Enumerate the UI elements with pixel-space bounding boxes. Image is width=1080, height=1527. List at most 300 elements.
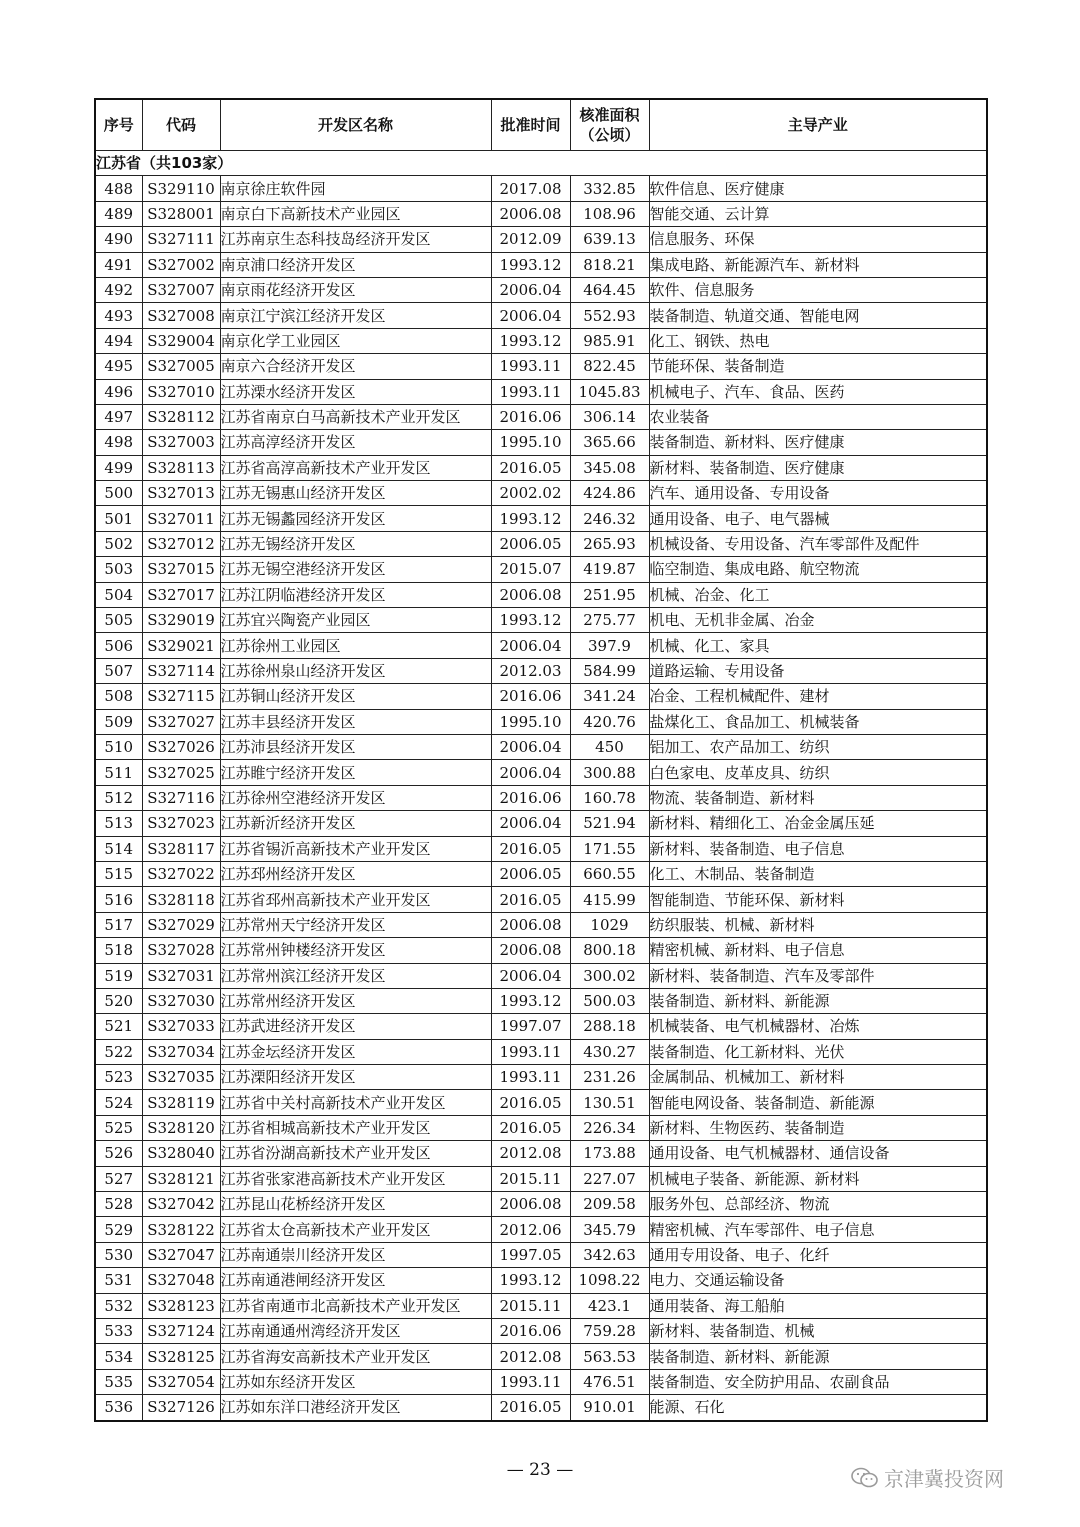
row-industry: 化工、木制品、装备制造 [649, 861, 987, 886]
table-row [95, 1217, 987, 1242]
header-approved-area-label: 核准面积（公顷） [579, 106, 640, 144]
row-approval-date: 2006.04 [491, 277, 570, 302]
row-approval-date: 2017.08 [491, 176, 570, 201]
table-header-row [95, 99, 987, 151]
row-approval-date: 1993.11 [491, 1369, 570, 1394]
row-code: S328112 [142, 404, 220, 429]
row-industry: 机械电子、汽车、食品、医药 [649, 379, 987, 404]
row-area: 300.88 [570, 760, 649, 785]
row-serial: 533 [95, 1318, 142, 1343]
row-industry: 智能制造、节能环保、新材料 [649, 887, 987, 912]
row-zone-name: 江苏如东经济开发区 [220, 1369, 491, 1394]
row-code: S327027 [142, 709, 220, 734]
row-industry: 新材料、装备制造、电子信息 [649, 836, 987, 861]
table-row [95, 252, 987, 277]
row-industry: 通用设备、电子、电气器械 [649, 506, 987, 531]
table-row [95, 963, 987, 988]
row-code: S328040 [142, 1141, 220, 1166]
watermark-text: 京津冀投资网 [884, 1467, 1004, 1491]
row-industry: 白色家电、皮革皮具、纺织 [649, 760, 987, 785]
row-code: S327115 [142, 684, 220, 709]
row-area: 500.03 [570, 988, 649, 1013]
row-zone-name: 江苏溧阳经济开发区 [220, 1065, 491, 1090]
row-area: 1045.83 [570, 379, 649, 404]
row-approval-date: 2006.04 [491, 811, 570, 836]
row-serial: 519 [95, 963, 142, 988]
row-industry: 通用设备、电气机械器材、通信设备 [649, 1141, 987, 1166]
table-row [95, 582, 987, 607]
table-row [95, 1166, 987, 1191]
row-industry: 冶金、工程机械配件、建材 [649, 684, 987, 709]
table-row [95, 658, 987, 683]
row-code: S327030 [142, 988, 220, 1013]
row-industry: 信息服务、环保 [649, 227, 987, 252]
row-industry: 机械设备、专用设备、汽车零部件及配件 [649, 531, 987, 556]
row-serial: 513 [95, 811, 142, 836]
row-area: 300.02 [570, 963, 649, 988]
row-serial: 525 [95, 1115, 142, 1140]
row-approval-date: 2006.05 [491, 531, 570, 556]
row-industry: 节能环保、装备制造 [649, 354, 987, 379]
row-industry: 新材料、生物医药、装备制造 [649, 1115, 987, 1140]
row-zone-name: 江苏丰县经济开发区 [220, 709, 491, 734]
row-serial: 514 [95, 836, 142, 861]
row-zone-name: 江苏省中关村高新技术产业开发区 [220, 1090, 491, 1115]
row-area: 822.45 [570, 354, 649, 379]
row-approval-date: 2012.08 [491, 1141, 570, 1166]
row-zone-name: 江苏常州滨江经济开发区 [220, 963, 491, 988]
row-area: 552.93 [570, 303, 649, 328]
table-row [95, 531, 987, 556]
row-area: 345.79 [570, 1217, 649, 1242]
row-code: S328122 [142, 1217, 220, 1242]
row-zone-name: 江苏南京生态科技岛经济开发区 [220, 227, 491, 252]
row-serial: 491 [95, 252, 142, 277]
row-code: S328120 [142, 1115, 220, 1140]
row-serial: 527 [95, 1166, 142, 1191]
row-industry: 纺织服装、机械、新材料 [649, 912, 987, 937]
table-row [95, 1318, 987, 1343]
row-approval-date: 2016.06 [491, 404, 570, 429]
row-code: S327026 [142, 734, 220, 759]
table-row [95, 785, 987, 810]
row-approval-date: 1995.10 [491, 709, 570, 734]
row-code: S327047 [142, 1242, 220, 1267]
row-approval-date: 1997.05 [491, 1242, 570, 1267]
table-row [95, 354, 987, 379]
table-row [95, 1014, 987, 1039]
row-area: 759.28 [570, 1318, 649, 1343]
row-industry: 装备制造、新材料、新能源 [649, 1344, 987, 1369]
row-zone-name: 江苏省高淳高新技术产业开发区 [220, 455, 491, 480]
row-serial: 529 [95, 1217, 142, 1242]
row-zone-name: 江苏如东洋口港经济开发区 [220, 1395, 491, 1421]
row-serial: 499 [95, 455, 142, 480]
row-serial: 488 [95, 176, 142, 201]
row-zone-name: 江苏徐州空港经济开发区 [220, 785, 491, 810]
table-row [95, 633, 987, 658]
row-zone-name: 江苏南通崇川经济开发区 [220, 1242, 491, 1267]
row-area: 639.13 [570, 227, 649, 252]
table-row [95, 938, 987, 963]
row-area: 288.18 [570, 1014, 649, 1039]
row-zone-name: 南京江宁滨江经济开发区 [220, 303, 491, 328]
row-zone-name: 江苏省张家港高新技术产业开发区 [220, 1166, 491, 1191]
row-zone-name: 江苏省南通市北高新技术产业开发区 [220, 1293, 491, 1318]
row-area: 130.51 [570, 1090, 649, 1115]
row-area: 306.14 [570, 404, 649, 429]
table-row [95, 430, 987, 455]
table-row [95, 379, 987, 404]
row-code: S327042 [142, 1192, 220, 1217]
row-zone-name: 南京白下高新技术产业园区 [220, 201, 491, 226]
row-approval-date: 1993.11 [491, 354, 570, 379]
row-approval-date: 2002.02 [491, 481, 570, 506]
table-row [95, 481, 987, 506]
table-row [95, 1395, 987, 1421]
row-approval-date: 1993.11 [491, 379, 570, 404]
row-zone-name: 江苏省邳州高新技术产业开发区 [220, 887, 491, 912]
row-zone-name: 江苏昆山花桥经济开发区 [220, 1192, 491, 1217]
row-area: 209.58 [570, 1192, 649, 1217]
row-code: S327029 [142, 912, 220, 937]
row-approval-date: 1997.07 [491, 1014, 570, 1039]
row-industry: 智能电网设备、装备制造、新能源 [649, 1090, 987, 1115]
row-industry: 盐煤化工、食品加工、机械装备 [649, 709, 987, 734]
header-leading-industry: 主导产业 [649, 99, 987, 151]
row-approval-date: 2006.04 [491, 633, 570, 658]
row-zone-name: 南京徐庄软件园 [220, 176, 491, 201]
row-approval-date: 2015.11 [491, 1166, 570, 1191]
row-code: S328118 [142, 887, 220, 912]
row-approval-date: 2006.08 [491, 938, 570, 963]
row-code: S327008 [142, 303, 220, 328]
row-serial: 493 [95, 303, 142, 328]
row-zone-name: 江苏省太仓高新技术产业开发区 [220, 1217, 491, 1242]
row-code: S327054 [142, 1369, 220, 1394]
row-approval-date: 2006.08 [491, 1192, 570, 1217]
table-row [95, 176, 987, 201]
row-industry: 装备制造、新材料、医疗健康 [649, 430, 987, 455]
row-zone-name: 江苏武进经济开发区 [220, 1014, 491, 1039]
row-approval-date: 2012.03 [491, 658, 570, 683]
row-industry: 金属制品、机械加工、新材料 [649, 1065, 987, 1090]
table-row [95, 404, 987, 429]
row-industry: 道路运输、专用设备 [649, 658, 987, 683]
row-area: 476.51 [570, 1369, 649, 1394]
table-row [95, 1065, 987, 1090]
row-serial: 531 [95, 1268, 142, 1293]
row-serial: 505 [95, 608, 142, 633]
row-serial: 508 [95, 684, 142, 709]
table-row [95, 1369, 987, 1394]
row-area: 450 [570, 734, 649, 759]
row-code: S327126 [142, 1395, 220, 1421]
row-code: S327010 [142, 379, 220, 404]
row-zone-name: 江苏省海安高新技术产业开发区 [220, 1344, 491, 1369]
row-area: 227.07 [570, 1166, 649, 1191]
row-approval-date: 2016.05 [491, 1115, 570, 1140]
row-code: S327002 [142, 252, 220, 277]
row-zone-name: 江苏无锡蠡园经济开发区 [220, 506, 491, 531]
row-approval-date: 1993.12 [491, 608, 570, 633]
row-area: 160.78 [570, 785, 649, 810]
page-number: — 23 — [506, 1460, 574, 1480]
row-serial: 515 [95, 861, 142, 886]
row-serial: 532 [95, 1293, 142, 1318]
row-industry: 精密机械、汽车零部件、电子信息 [649, 1217, 987, 1242]
table-row [95, 1115, 987, 1140]
row-zone-name: 江苏南通港闸经济开发区 [220, 1268, 491, 1293]
row-serial: 496 [95, 379, 142, 404]
row-approval-date: 2016.05 [491, 887, 570, 912]
row-area: 342.63 [570, 1242, 649, 1267]
row-zone-name: 江苏常州钟楼经济开发区 [220, 938, 491, 963]
row-code: S327015 [142, 557, 220, 582]
row-code: S327022 [142, 861, 220, 886]
row-zone-name: 江苏南通通州湾经济开发区 [220, 1318, 491, 1343]
row-industry: 农业装备 [649, 404, 987, 429]
row-approval-date: 2016.06 [491, 684, 570, 709]
row-serial: 520 [95, 988, 142, 1013]
table-row [95, 709, 987, 734]
table-row [95, 988, 987, 1013]
row-code: S327028 [142, 938, 220, 963]
row-zone-name: 江苏徐州工业园区 [220, 633, 491, 658]
row-industry: 物流、装备制造、新材料 [649, 785, 987, 810]
row-zone-name: 江苏高淳经济开发区 [220, 430, 491, 455]
section-label: 江苏省（共103家） [95, 151, 987, 176]
row-zone-name: 江苏邳州经济开发区 [220, 861, 491, 886]
row-zone-name: 江苏无锡空港经济开发区 [220, 557, 491, 582]
row-serial: 509 [95, 709, 142, 734]
row-serial: 510 [95, 734, 142, 759]
row-industry: 机械、冶金、化工 [649, 582, 987, 607]
row-area: 341.24 [570, 684, 649, 709]
row-zone-name: 江苏江阴临港经济开发区 [220, 582, 491, 607]
row-code: S327012 [142, 531, 220, 556]
row-approval-date: 1995.10 [491, 430, 570, 455]
row-zone-name: 南京化学工业园区 [220, 328, 491, 353]
row-zone-name: 江苏金坛经济开发区 [220, 1039, 491, 1064]
row-code: S327035 [142, 1065, 220, 1090]
row-area: 231.26 [570, 1065, 649, 1090]
row-approval-date: 2016.05 [491, 836, 570, 861]
row-code: S328123 [142, 1293, 220, 1318]
row-area: 251.95 [570, 582, 649, 607]
row-area: 1098.22 [570, 1268, 649, 1293]
row-area: 423.1 [570, 1293, 649, 1318]
row-zone-name: 江苏常州天宁经济开发区 [220, 912, 491, 937]
row-approval-date: 1993.11 [491, 1039, 570, 1064]
table-row [95, 201, 987, 226]
row-serial: 524 [95, 1090, 142, 1115]
row-code: S327114 [142, 658, 220, 683]
row-serial: 503 [95, 557, 142, 582]
row-area: 173.88 [570, 1141, 649, 1166]
row-zone-name: 江苏沛县经济开发区 [220, 734, 491, 759]
row-area: 584.99 [570, 658, 649, 683]
row-approval-date: 1993.12 [491, 1268, 570, 1293]
row-code: S327013 [142, 481, 220, 506]
row-serial: 534 [95, 1344, 142, 1369]
row-serial: 498 [95, 430, 142, 455]
table-row [95, 734, 987, 759]
row-zone-name: 江苏无锡惠山经济开发区 [220, 481, 491, 506]
row-approval-date: 2016.06 [491, 785, 570, 810]
row-industry: 铝加工、农产品加工、纺织 [649, 734, 987, 759]
row-area: 660.55 [570, 861, 649, 886]
row-industry: 临空制造、集成电路、航空物流 [649, 557, 987, 582]
row-code: S327005 [142, 354, 220, 379]
row-zone-name: 江苏常州经济开发区 [220, 988, 491, 1013]
table-row [95, 455, 987, 480]
table-row [95, 328, 987, 353]
row-industry: 软件、信息服务 [649, 277, 987, 302]
row-zone-name: 江苏新沂经济开发区 [220, 811, 491, 836]
row-industry: 集成电路、新能源汽车、新材料 [649, 252, 987, 277]
row-zone-name: 江苏徐州泉山经济开发区 [220, 658, 491, 683]
row-area: 563.53 [570, 1344, 649, 1369]
row-area: 345.08 [570, 455, 649, 480]
row-area: 420.76 [570, 709, 649, 734]
row-code: S327003 [142, 430, 220, 455]
row-code: S327025 [142, 760, 220, 785]
row-approval-date: 2012.09 [491, 227, 570, 252]
row-area: 910.01 [570, 1395, 649, 1421]
row-serial: 506 [95, 633, 142, 658]
row-area: 415.99 [570, 887, 649, 912]
row-serial: 517 [95, 912, 142, 937]
row-approval-date: 2016.06 [491, 1318, 570, 1343]
row-industry: 化工、钢铁、热电 [649, 328, 987, 353]
row-approval-date: 2006.04 [491, 963, 570, 988]
row-industry: 通用专用设备、电子、化纤 [649, 1242, 987, 1267]
table-row [95, 811, 987, 836]
table-row [95, 1268, 987, 1293]
table-row [95, 861, 987, 886]
row-area: 246.32 [570, 506, 649, 531]
row-serial: 518 [95, 938, 142, 963]
row-serial: 516 [95, 887, 142, 912]
row-approval-date: 2006.04 [491, 303, 570, 328]
table-row [95, 608, 987, 633]
row-serial: 507 [95, 658, 142, 683]
row-approval-date: 1993.11 [491, 1065, 570, 1090]
row-code: S327031 [142, 963, 220, 988]
row-area: 108.96 [570, 201, 649, 226]
row-zone-name: 江苏无锡经济开发区 [220, 531, 491, 556]
row-area: 365.66 [570, 430, 649, 455]
row-code: S329021 [142, 633, 220, 658]
row-code: S327124 [142, 1318, 220, 1343]
row-serial: 504 [95, 582, 142, 607]
table-row [95, 303, 987, 328]
row-serial: 501 [95, 506, 142, 531]
row-area: 818.21 [570, 252, 649, 277]
row-zone-name: 江苏省南京白马高新技术产业开发区 [220, 404, 491, 429]
row-area: 430.27 [570, 1039, 649, 1064]
row-approval-date: 2016.05 [491, 455, 570, 480]
row-serial: 500 [95, 481, 142, 506]
row-industry: 能源、石化 [649, 1395, 987, 1421]
row-serial: 497 [95, 404, 142, 429]
row-industry: 装备制造、轨道交通、智能电网 [649, 303, 987, 328]
row-serial: 502 [95, 531, 142, 556]
row-code: S327111 [142, 227, 220, 252]
row-code: S328125 [142, 1344, 220, 1369]
row-area: 800.18 [570, 938, 649, 963]
row-area: 171.55 [570, 836, 649, 861]
row-industry: 新材料、装备制造、汽车及零部件 [649, 963, 987, 988]
row-industry: 机电、无机非金属、冶金 [649, 608, 987, 633]
row-area: 332.85 [570, 176, 649, 201]
row-industry: 机械、化工、家具 [649, 633, 987, 658]
row-code: S327116 [142, 785, 220, 810]
row-code: S328121 [142, 1166, 220, 1191]
row-serial: 511 [95, 760, 142, 785]
table-row [95, 887, 987, 912]
row-industry: 服务外包、总部经济、物流 [649, 1192, 987, 1217]
table-row [95, 1090, 987, 1115]
row-industry: 电力、交通运输设备 [649, 1268, 987, 1293]
table-row [95, 1039, 987, 1064]
row-approval-date: 2012.06 [491, 1217, 570, 1242]
row-serial: 522 [95, 1039, 142, 1064]
row-serial: 495 [95, 354, 142, 379]
table-row [95, 227, 987, 252]
row-code: S327033 [142, 1014, 220, 1039]
row-approval-date: 2006.08 [491, 582, 570, 607]
row-industry: 智能交通、云计算 [649, 201, 987, 226]
row-area: 397.9 [570, 633, 649, 658]
row-zone-name: 江苏溧水经济开发区 [220, 379, 491, 404]
row-area: 1029 [570, 912, 649, 937]
row-serial: 494 [95, 328, 142, 353]
row-zone-name: 江苏睢宁经济开发区 [220, 760, 491, 785]
row-serial: 523 [95, 1065, 142, 1090]
watermark [850, 1463, 1004, 1492]
row-approval-date: 1993.12 [491, 506, 570, 531]
row-approval-date: 1993.12 [491, 252, 570, 277]
row-industry: 机械装备、电气机械器材、冶炼 [649, 1014, 987, 1039]
row-area: 521.94 [570, 811, 649, 836]
table-row [95, 506, 987, 531]
row-approval-date: 2006.04 [491, 760, 570, 785]
table-row [95, 684, 987, 709]
row-approval-date: 2006.08 [491, 912, 570, 937]
row-industry: 机械电子装备、新能源、新材料 [649, 1166, 987, 1191]
development-zone-table [94, 98, 988, 1422]
row-serial: 492 [95, 277, 142, 302]
table-row [95, 1293, 987, 1318]
row-approval-date: 1993.12 [491, 328, 570, 353]
row-serial: 526 [95, 1141, 142, 1166]
row-industry: 装备制造、安全防护用品、农副食品 [649, 1369, 987, 1394]
row-zone-name: 江苏铜山经济开发区 [220, 684, 491, 709]
table-row [95, 277, 987, 302]
row-area: 985.91 [570, 328, 649, 353]
row-serial: 521 [95, 1014, 142, 1039]
row-area: 275.77 [570, 608, 649, 633]
row-approval-date: 2006.08 [491, 201, 570, 226]
header-zone-name: 开发区名称 [220, 99, 491, 151]
table-row [95, 1141, 987, 1166]
row-industry: 软件信息、医疗健康 [649, 176, 987, 201]
row-zone-name: 南京雨花经济开发区 [220, 277, 491, 302]
row-serial: 512 [95, 785, 142, 810]
row-code: S329019 [142, 608, 220, 633]
